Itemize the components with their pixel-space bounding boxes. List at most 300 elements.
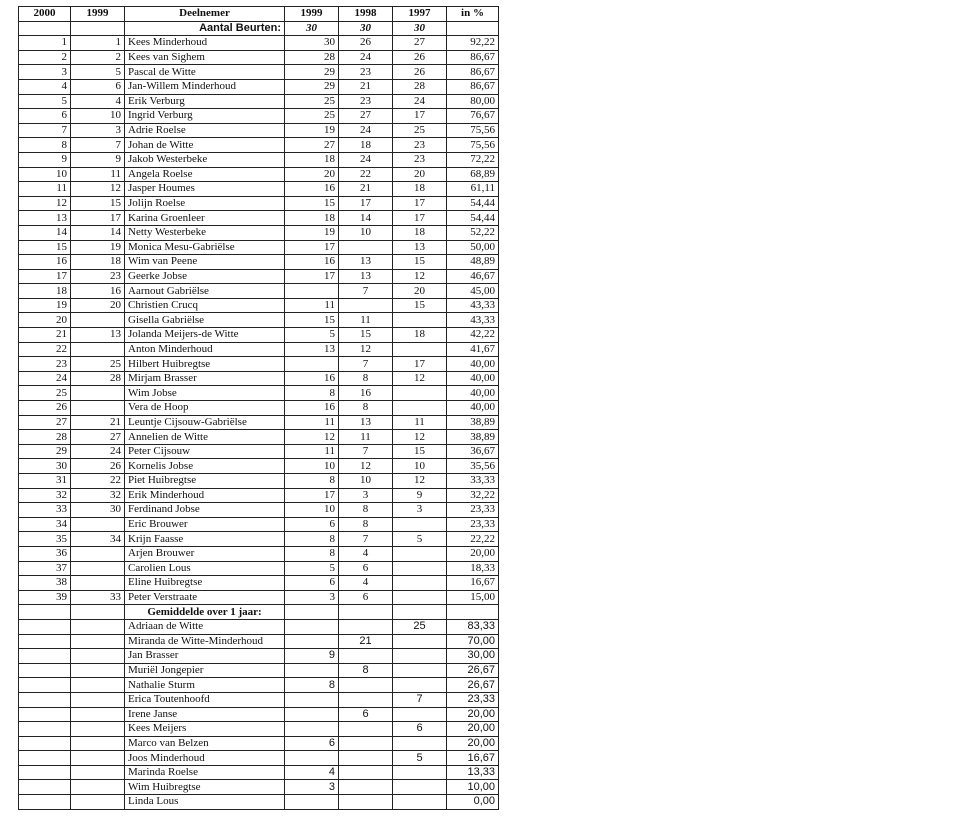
rank-2000 (19, 707, 71, 722)
score-1999: 11 (285, 444, 339, 459)
score-1998 (339, 751, 393, 766)
rank-1999: 20 (71, 298, 125, 313)
col-participant-header: Deelnemer (125, 7, 285, 22)
participant-name: Annelien de Witte (125, 430, 285, 445)
rank-1999 (71, 634, 125, 649)
participant-name: Wim van Peene (125, 255, 285, 270)
rank-1999 (71, 663, 125, 678)
rank-2000: 15 (19, 240, 71, 255)
score-1998: 8 (339, 371, 393, 386)
score-1999: 28 (285, 50, 339, 65)
rank-2000: 39 (19, 590, 71, 605)
table-row (19, 649, 499, 664)
score-1998 (339, 240, 393, 255)
score-1997: 18 (393, 225, 447, 240)
score-1998: 26 (339, 36, 393, 51)
percentage: 61,11 (447, 182, 499, 197)
participant-name: Adrie Roelse (125, 123, 285, 138)
percentage: 18,33 (447, 561, 499, 576)
participant-name: Wim Jobse (125, 386, 285, 401)
percentage: 70,00 (447, 634, 499, 649)
score-1997 (393, 707, 447, 722)
score-1997: 6 (393, 722, 447, 737)
rank-2000 (19, 751, 71, 766)
score-1997 (393, 561, 447, 576)
rank-2000: 11 (19, 182, 71, 197)
score-1997 (393, 736, 447, 751)
score-1997: 15 (393, 255, 447, 270)
score-1998 (339, 619, 393, 634)
table-row (19, 561, 499, 576)
turns-1998: 30 (339, 21, 393, 36)
percentage: 15,00 (447, 590, 499, 605)
percentage: 48,89 (447, 255, 499, 270)
score-1997 (393, 517, 447, 532)
rank-1999: 33 (71, 590, 125, 605)
col-1999-score-header: 1999 (285, 7, 339, 22)
score-1999: 18 (285, 211, 339, 226)
participant-name: Erica Toutenhoofd (125, 692, 285, 707)
rank-2000: 6 (19, 109, 71, 124)
score-1999: 16 (285, 182, 339, 197)
rank-1999: 9 (71, 152, 125, 167)
score-1999: 5 (285, 561, 339, 576)
score-1999: 19 (285, 123, 339, 138)
turns-1999: 30 (285, 21, 339, 36)
rank-2000: 35 (19, 532, 71, 547)
percentage: 52,22 (447, 225, 499, 240)
turns-row (19, 21, 499, 36)
score-1999: 8 (285, 532, 339, 547)
participant-name: Krijn Faasse (125, 532, 285, 547)
score-1998: 13 (339, 415, 393, 430)
rank-2000 (19, 692, 71, 707)
rank-1999: 25 (71, 357, 125, 372)
score-1997: 12 (393, 371, 447, 386)
score-1998 (339, 649, 393, 664)
score-1997 (393, 546, 447, 561)
score-1997: 28 (393, 79, 447, 94)
rank-2000: 34 (19, 517, 71, 532)
score-1999: 3 (285, 590, 339, 605)
score-1998: 23 (339, 65, 393, 80)
rank-2000: 32 (19, 488, 71, 503)
score-1998 (339, 795, 393, 810)
score-1999: 17 (285, 488, 339, 503)
score-1997 (393, 795, 447, 810)
score-1997: 5 (393, 532, 447, 547)
participant-name: Karina Groenleer (125, 211, 285, 226)
participant-name: Linda Lous (125, 795, 285, 810)
score-1997: 12 (393, 269, 447, 284)
score-1997: 20 (393, 167, 447, 182)
rank-2000: 20 (19, 313, 71, 328)
rank-2000: 3 (19, 65, 71, 80)
rank-1999: 28 (71, 371, 125, 386)
table-row (19, 284, 499, 299)
rank-1999: 6 (71, 79, 125, 94)
score-1997: 17 (393, 109, 447, 124)
rank-2000: 33 (19, 503, 71, 518)
participant-name: Jolijn Roelse (125, 196, 285, 211)
participant-name: Ferdinand Jobse (125, 503, 285, 518)
participant-name: Ingrid Verburg (125, 109, 285, 124)
score-1997 (393, 663, 447, 678)
rank-1999: 5 (71, 65, 125, 80)
rank-1999: 32 (71, 488, 125, 503)
score-1997 (393, 590, 447, 605)
score-1998: 8 (339, 517, 393, 532)
table-row (19, 328, 499, 343)
rank-2000: 18 (19, 284, 71, 299)
rank-1999: 2 (71, 50, 125, 65)
rank-1999: 15 (71, 196, 125, 211)
score-1997: 26 (393, 65, 447, 80)
participant-name: Wim Huibregtse (125, 780, 285, 795)
table-row (19, 211, 499, 226)
rank-1999: 18 (71, 255, 125, 270)
rank-1999 (71, 722, 125, 737)
score-1999: 18 (285, 152, 339, 167)
participant-name: Geerke Jobse (125, 269, 285, 284)
percentage: 43,33 (447, 298, 499, 313)
rank-1999: 30 (71, 503, 125, 518)
rank-2000: 27 (19, 415, 71, 430)
percentage: 22,22 (447, 532, 499, 547)
rank-2000: 36 (19, 546, 71, 561)
table-row (19, 503, 499, 518)
participant-name: Peter Cijsouw (125, 444, 285, 459)
score-1997 (393, 342, 447, 357)
col-1997-score-header: 1997 (393, 7, 447, 22)
percentage: 20,00 (447, 736, 499, 751)
table-row (19, 401, 499, 416)
rank-2000: 8 (19, 138, 71, 153)
percentage: 76,67 (447, 109, 499, 124)
percentage: 20,00 (447, 546, 499, 561)
table-row (19, 138, 499, 153)
score-1997: 9 (393, 488, 447, 503)
table-row (19, 576, 499, 591)
score-1997 (393, 765, 447, 780)
participant-name: Carolien Lous (125, 561, 285, 576)
rank-1999: 27 (71, 430, 125, 445)
rank-2000: 7 (19, 123, 71, 138)
score-1999: 8 (285, 678, 339, 693)
one-year-label: Gemiddelde over 1 jaar: (125, 605, 285, 620)
rank-2000: 5 (19, 94, 71, 109)
rank-2000 (19, 736, 71, 751)
rank-2000: 9 (19, 152, 71, 167)
table-row (19, 298, 499, 313)
score-1997: 12 (393, 474, 447, 489)
rank-1999: 1 (71, 36, 125, 51)
rank-1999 (71, 736, 125, 751)
score-1998: 16 (339, 386, 393, 401)
score-1997 (393, 576, 447, 591)
table-row (19, 415, 499, 430)
rank-1999 (71, 678, 125, 693)
table-row (19, 736, 499, 751)
table-row (19, 474, 499, 489)
rank-1999 (71, 313, 125, 328)
score-1999: 25 (285, 109, 339, 124)
score-1997 (393, 678, 447, 693)
table-row (19, 79, 499, 94)
percentage: 80,00 (447, 94, 499, 109)
turns-label: Aantal Beurten: (125, 21, 285, 36)
percentage: 23,33 (447, 517, 499, 532)
score-1998: 6 (339, 590, 393, 605)
percentage: 40,00 (447, 371, 499, 386)
table-row (19, 780, 499, 795)
table-row (19, 196, 499, 211)
rank-2000 (19, 722, 71, 737)
participant-name: Marinda Roelse (125, 765, 285, 780)
percentage: 43,33 (447, 313, 499, 328)
participant-name: Muriël Jongepier (125, 663, 285, 678)
score-1997: 18 (393, 182, 447, 197)
score-1997: 17 (393, 211, 447, 226)
rank-1999: 7 (71, 138, 125, 153)
participant-name: Kees Minderhoud (125, 36, 285, 51)
score-1999 (285, 619, 339, 634)
participant-name: Jasper Houmes (125, 182, 285, 197)
one-year-header-row (19, 605, 499, 620)
participant-name: Eline Huibregtse (125, 576, 285, 591)
table-row (19, 546, 499, 561)
score-1997: 24 (393, 94, 447, 109)
participant-name: Kees Meijers (125, 722, 285, 737)
ranking-table (18, 6, 499, 810)
rank-2000 (19, 649, 71, 664)
participant-name: Eric Brouwer (125, 517, 285, 532)
participant-name: Vera de Hoop (125, 401, 285, 416)
table-row (19, 182, 499, 197)
score-1998 (339, 736, 393, 751)
rank-1999: 34 (71, 532, 125, 547)
score-1999: 12 (285, 430, 339, 445)
score-1998: 10 (339, 225, 393, 240)
percentage: 83,33 (447, 619, 499, 634)
score-1998: 21 (339, 182, 393, 197)
col-1999-rank-header: 1999 (71, 7, 125, 22)
rank-1999 (71, 707, 125, 722)
score-1997: 17 (393, 196, 447, 211)
one-year-section (19, 605, 499, 620)
participant-name: Pascal de Witte (125, 65, 285, 80)
score-1999: 13 (285, 342, 339, 357)
participant-name: Monica Mesu-Gabriëlse (125, 240, 285, 255)
score-1999: 5 (285, 328, 339, 343)
score-1998: 10 (339, 474, 393, 489)
score-1998: 4 (339, 546, 393, 561)
score-1997: 3 (393, 503, 447, 518)
percentage: 72,22 (447, 152, 499, 167)
rank-1999 (71, 751, 125, 766)
score-1997: 5 (393, 751, 447, 766)
rank-2000: 17 (19, 269, 71, 284)
rank-2000 (19, 765, 71, 780)
score-1999: 8 (285, 474, 339, 489)
percentage: 20,00 (447, 722, 499, 737)
rank-2000: 24 (19, 371, 71, 386)
participant-name: Aarnout Gabriëlse (125, 284, 285, 299)
rank-2000 (19, 780, 71, 795)
participant-name: Marco van Belzen (125, 736, 285, 751)
percentage: 54,44 (447, 196, 499, 211)
participant-name: Leuntje Cijsouw-Gabriëlse (125, 415, 285, 430)
participant-name: Adriaan de Witte (125, 619, 285, 634)
score-1998: 6 (339, 707, 393, 722)
percentage: 86,67 (447, 79, 499, 94)
rank-2000: 2 (19, 50, 71, 65)
rank-2000: 37 (19, 561, 71, 576)
percentage: 46,67 (447, 269, 499, 284)
rank-2000: 38 (19, 576, 71, 591)
rank-2000: 10 (19, 167, 71, 182)
rank-1999 (71, 386, 125, 401)
participant-name: Erik Verburg (125, 94, 285, 109)
percentage: 13,33 (447, 765, 499, 780)
ranked-participants (19, 36, 499, 605)
percentage: 33,33 (447, 474, 499, 489)
table-row (19, 795, 499, 810)
rank-1999 (71, 619, 125, 634)
score-1998: 17 (339, 196, 393, 211)
participant-name: Arjen Brouwer (125, 546, 285, 561)
score-1998: 21 (339, 634, 393, 649)
score-1998: 7 (339, 444, 393, 459)
rank-1999 (71, 546, 125, 561)
score-1997: 10 (393, 459, 447, 474)
percentage: 32,22 (447, 488, 499, 503)
rank-2000 (19, 663, 71, 678)
rank-1999: 11 (71, 167, 125, 182)
score-1998: 7 (339, 357, 393, 372)
score-1998: 8 (339, 401, 393, 416)
participant-name: Christien Crucq (125, 298, 285, 313)
score-1997: 11 (393, 415, 447, 430)
score-1999 (285, 707, 339, 722)
score-1998: 4 (339, 576, 393, 591)
rank-2000: 30 (19, 459, 71, 474)
score-1998: 6 (339, 561, 393, 576)
table-row (19, 692, 499, 707)
score-1999: 10 (285, 459, 339, 474)
score-1999 (285, 692, 339, 707)
rank-2000: 19 (19, 298, 71, 313)
participant-name: Gisella Gabriëlse (125, 313, 285, 328)
participant-name: Nathalie Sturm (125, 678, 285, 693)
percentage: 92,22 (447, 36, 499, 51)
table-row (19, 444, 499, 459)
participant-name: Miranda de Witte-Minderhoud (125, 634, 285, 649)
table-row (19, 240, 499, 255)
rank-1999: 17 (71, 211, 125, 226)
percentage: 23,33 (447, 503, 499, 518)
rank-1999 (71, 765, 125, 780)
score-1998: 11 (339, 430, 393, 445)
rank-1999: 10 (71, 109, 125, 124)
rank-1999 (71, 342, 125, 357)
score-1999: 6 (285, 517, 339, 532)
rank-1999: 14 (71, 225, 125, 240)
score-1999: 8 (285, 546, 339, 561)
percentage: 75,56 (447, 138, 499, 153)
score-1999: 9 (285, 649, 339, 664)
rank-2000: 31 (19, 474, 71, 489)
score-1997: 17 (393, 357, 447, 372)
score-1998: 15 (339, 328, 393, 343)
rank-2000: 12 (19, 196, 71, 211)
rank-2000: 13 (19, 211, 71, 226)
rank-2000: 28 (19, 430, 71, 445)
participant-name: Angela Roelse (125, 167, 285, 182)
rank-1999 (71, 649, 125, 664)
score-1998: 7 (339, 284, 393, 299)
score-1998 (339, 678, 393, 693)
score-1999: 4 (285, 765, 339, 780)
score-1997: 25 (393, 619, 447, 634)
rank-2000: 23 (19, 357, 71, 372)
score-1999: 6 (285, 576, 339, 591)
score-1999: 30 (285, 36, 339, 51)
score-1998: 12 (339, 342, 393, 357)
table-row (19, 50, 499, 65)
score-1997: 20 (393, 284, 447, 299)
percentage: 50,00 (447, 240, 499, 255)
score-1997: 27 (393, 36, 447, 51)
rank-1999: 21 (71, 415, 125, 430)
col-percent-header: in % (447, 7, 499, 22)
rank-1999: 26 (71, 459, 125, 474)
table-row (19, 430, 499, 445)
score-1998 (339, 765, 393, 780)
score-1999 (285, 357, 339, 372)
score-1998 (339, 780, 393, 795)
score-1997: 23 (393, 138, 447, 153)
rank-1999 (71, 795, 125, 810)
score-1999 (285, 663, 339, 678)
rank-1999 (71, 780, 125, 795)
score-1999: 20 (285, 167, 339, 182)
table-row (19, 722, 499, 737)
percentage: 16,67 (447, 576, 499, 591)
score-1999: 11 (285, 298, 339, 313)
col-1998-score-header: 1998 (339, 7, 393, 22)
score-1999: 15 (285, 313, 339, 328)
rank-1999 (71, 692, 125, 707)
table-row (19, 109, 499, 124)
percentage: 68,89 (447, 167, 499, 182)
participant-name: Peter Verstraate (125, 590, 285, 605)
percentage: 40,00 (447, 401, 499, 416)
score-1997: 26 (393, 50, 447, 65)
rank-1999: 3 (71, 123, 125, 138)
percentage: 38,89 (447, 415, 499, 430)
col-2000-header: 2000 (19, 7, 71, 22)
table-row (19, 619, 499, 634)
table-row (19, 386, 499, 401)
table-row (19, 678, 499, 693)
percentage: 38,89 (447, 430, 499, 445)
score-1999 (285, 284, 339, 299)
table-row (19, 152, 499, 167)
percentage: 16,67 (447, 751, 499, 766)
percentage: 86,67 (447, 65, 499, 80)
percentage: 40,00 (447, 357, 499, 372)
